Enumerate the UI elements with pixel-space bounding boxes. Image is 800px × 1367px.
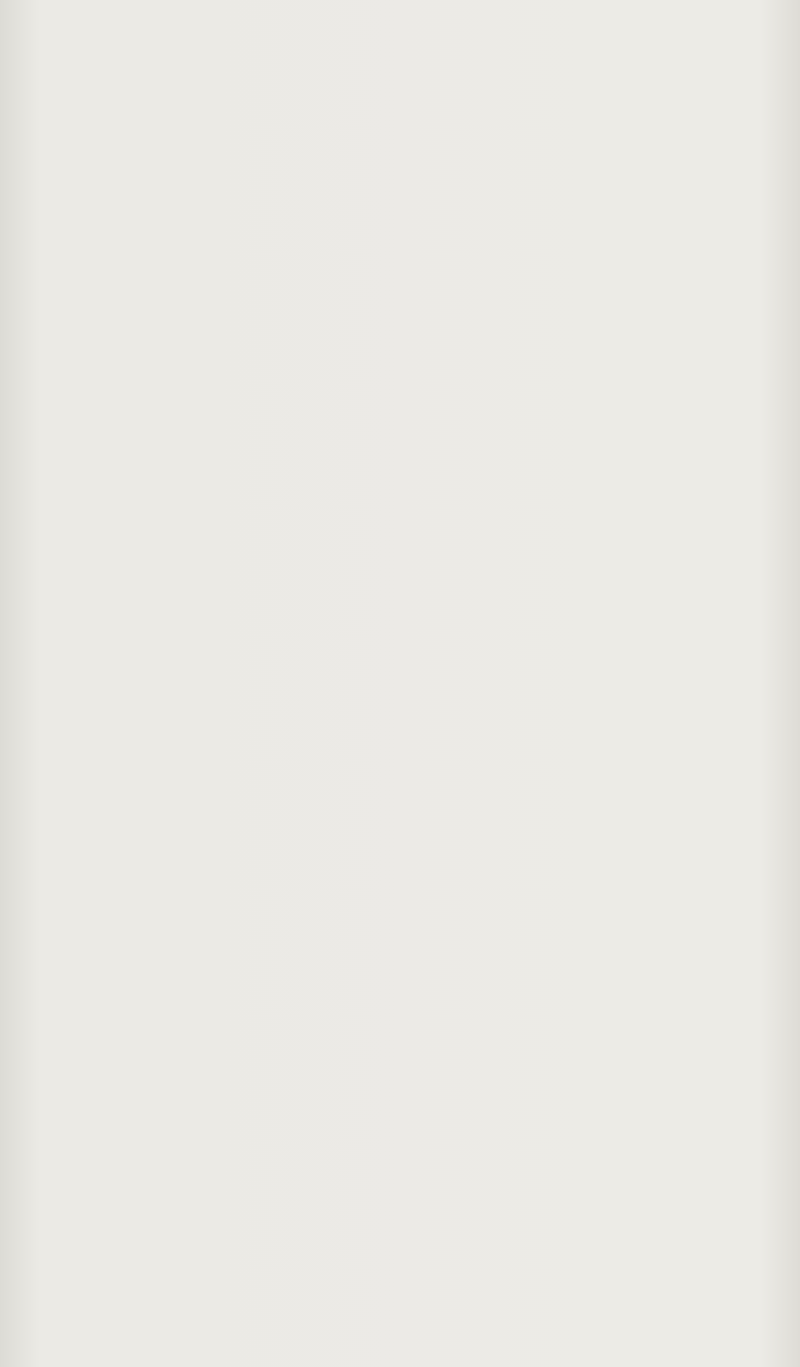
temperature-chart-svg bbox=[346, 222, 676, 1098]
temperature-chart bbox=[346, 222, 676, 1098]
running-header bbox=[68, 128, 680, 160]
